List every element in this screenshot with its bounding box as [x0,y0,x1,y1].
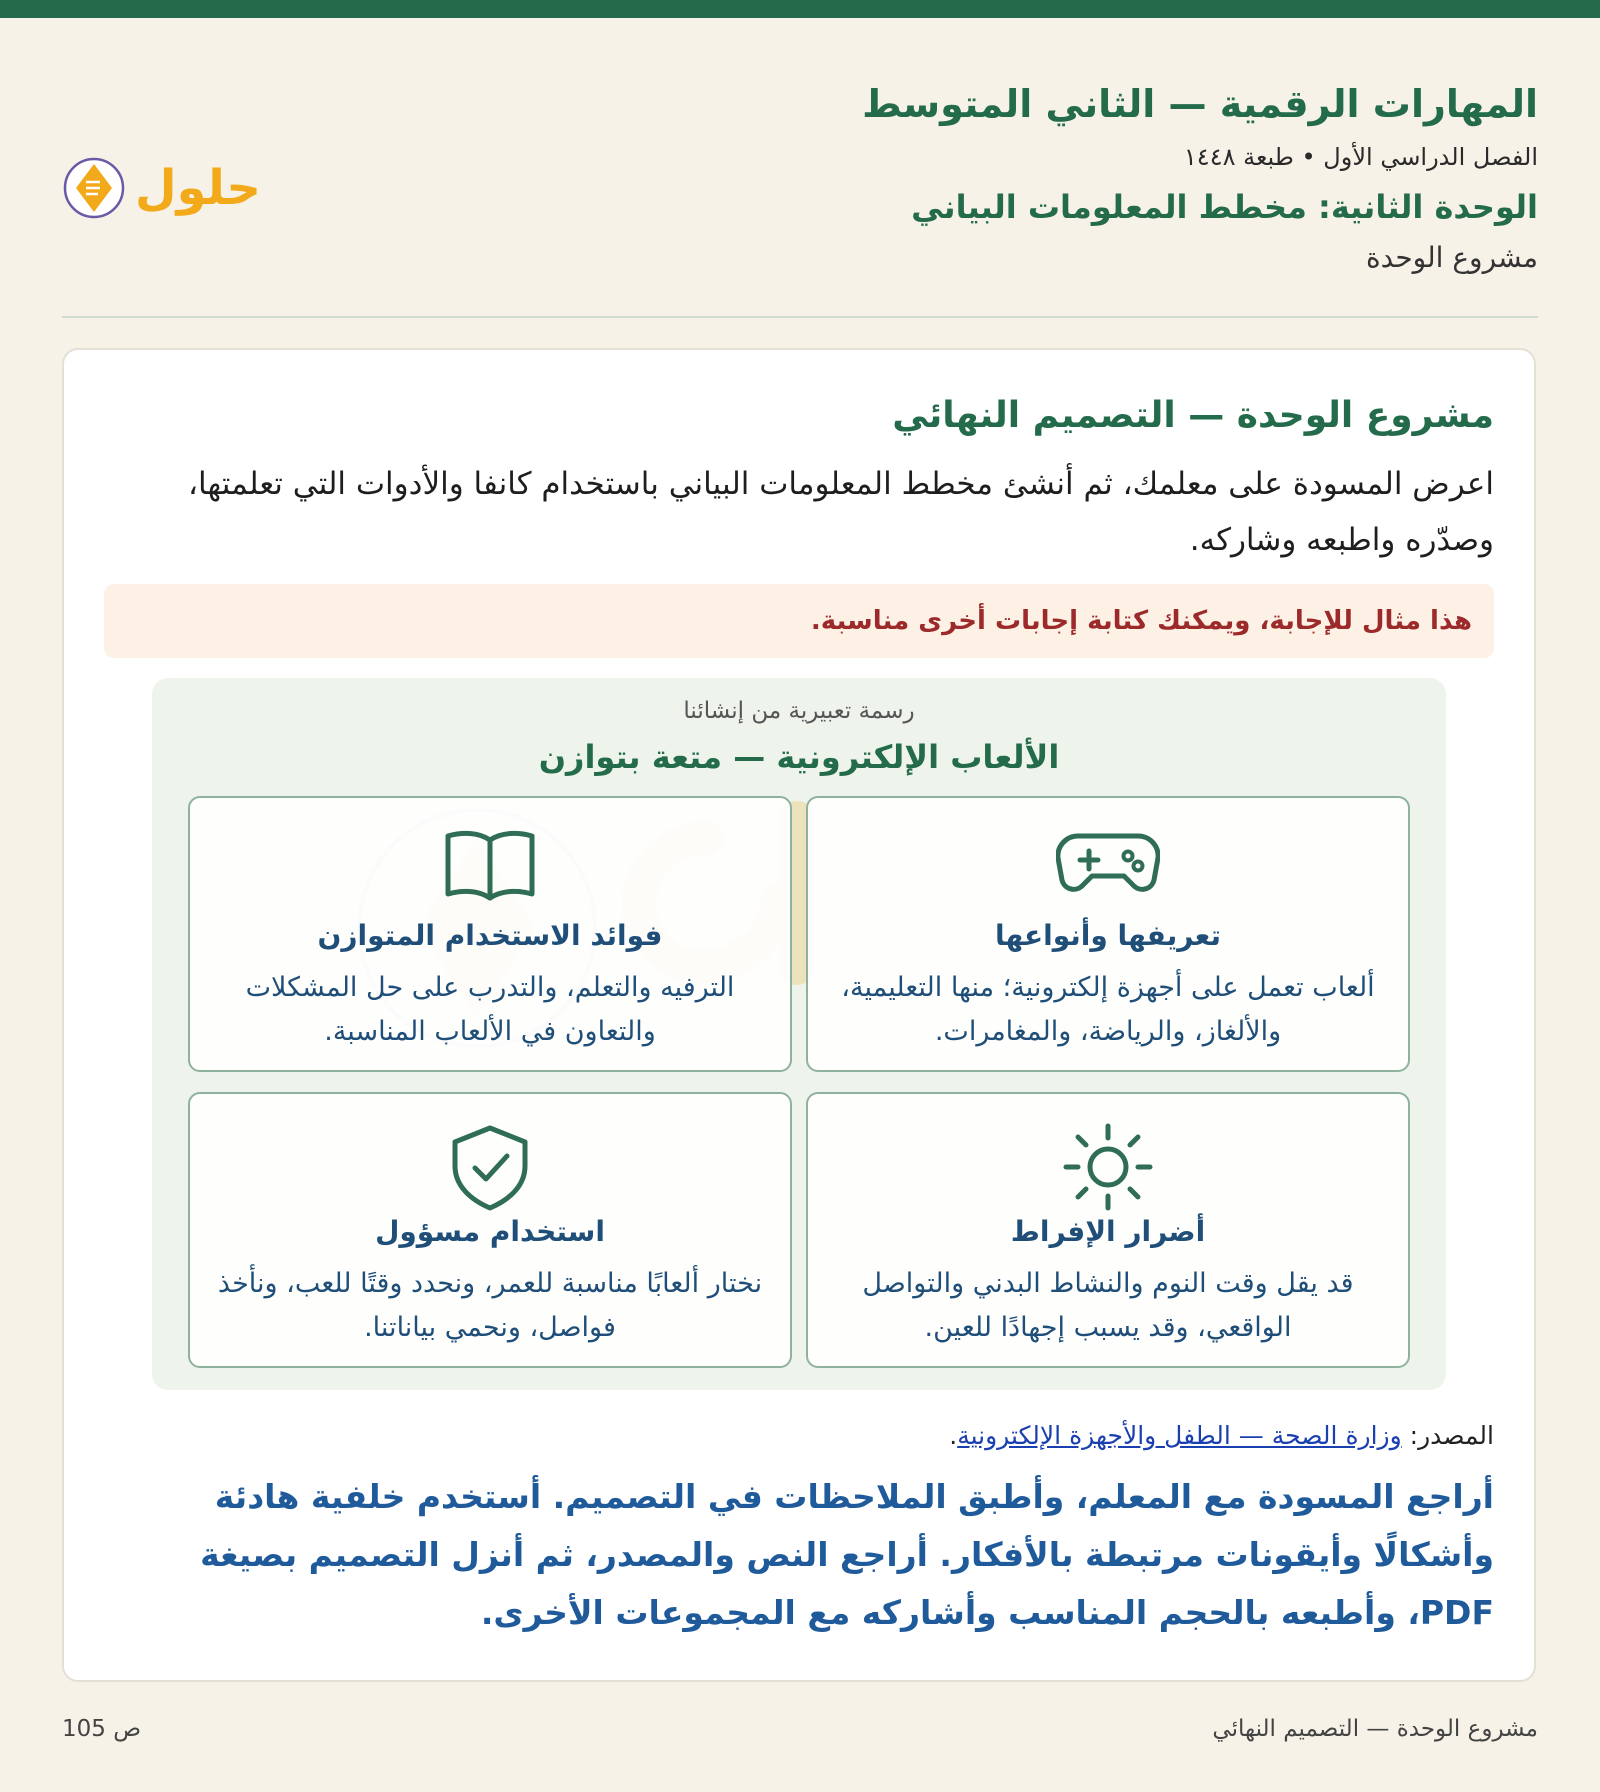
answer-notice: هذا مثال للإجابة، ويمكنك كتابة إجابات أخرى مناسبة. [104,584,1494,658]
section-label: مشروع الوحدة [1365,241,1538,274]
header-divider [62,316,1538,318]
source-line [104,1418,1494,1454]
tile-title: أضرار الإفراط [1010,1215,1206,1248]
tile-responsible-use [188,1092,792,1368]
source-end: . [949,1421,958,1450]
card-intro: اعرض المسودة على معلمك، ثم أنشئ مخطط المعلومات البياني باستخدام كانفا والأدوات التي تعلمتها، وصدّره واطبعه وشاركه. [188,466,1494,558]
tile-text: ألعاب تعمل على أجهزة إلكترونية؛ منها التعليمية، والألغاز، والرياضة، والمغامرات. [841,972,1375,1047]
sun-icon [1060,1122,1156,1212]
infographic-caption: رسمة تعبيرية من إنشائنا [683,698,915,724]
book-icon [442,826,538,906]
logo-wordmark: حلول [135,160,261,216]
tile-benefits [188,796,792,1072]
source-label: المصدر: [1409,1421,1494,1450]
source-link[interactable]: وزارة الصحة — الطفل والأجهزة الإلكترونية [957,1421,1402,1450]
gamepad-icon [1056,826,1160,896]
infographic [152,678,1446,1390]
tile-text: نختار ألعابًا مناسبة للعمر، ونحدد وقتًا للعب، ونأخذ فواصل، ونحمي بياناتنا. [217,1268,763,1343]
conclusion-paragraph: أراجع المسودة مع المعلم، وأطبق الملاحظات في التصميم. أستخدم خلفية هادئة وأشكالًا وأيقونات مرتبطة بالأفكار. أراجع النص والمصدر، ثم أنزل التصميم بصيغة PDF، وأطبعه بالحجم المناسب وأشاركه مع المجموعات الأخرى. [200,1477,1494,1632]
tile-text: قد يقل وقت النوم والنشاط البدني والتواصل الواقعي، وقد يسبب إجهادًا للعين. [862,1268,1354,1343]
top-accent-bar [0,0,1600,18]
tile-harms [806,1092,1410,1368]
tile-definition [806,796,1410,1072]
unit-title: الوحدة الثانية: مخطط المعلومات البياني [911,188,1538,226]
hulul-logo-icon [62,148,282,228]
semester-line: الفصل الدراسي الأول • طبعة ١٤٤٨ [1183,143,1538,171]
infographic-title: الألعاب الإلكترونية — متعة بتوازن [538,738,1060,776]
card-title: مشروع الوحدة — التصميم النهائي [892,395,1494,436]
shield-check-icon [445,1122,535,1212]
tile-text: الترفيه والتعلم، والتدرب على حل المشكلات والتعاون في الألعاب المناسبة. [245,972,735,1047]
tile-title: فوائد الاستخدام المتوازن [317,919,663,952]
footer-section-title: مشروع الوحدة — التصميم النهائي [1212,1716,1538,1742]
tile-title: استخدام مسؤول [375,1215,605,1248]
subject-title: المهارات الرقمية — الثاني المتوسط [862,82,1538,126]
page-footer [62,1716,1538,1756]
page-header [62,78,1538,318]
content-card [62,348,1536,1682]
page-number: ص 105 [62,1716,142,1742]
hulul-logo [62,148,282,228]
tile-title: تعريفها وأنواعها [995,919,1221,952]
